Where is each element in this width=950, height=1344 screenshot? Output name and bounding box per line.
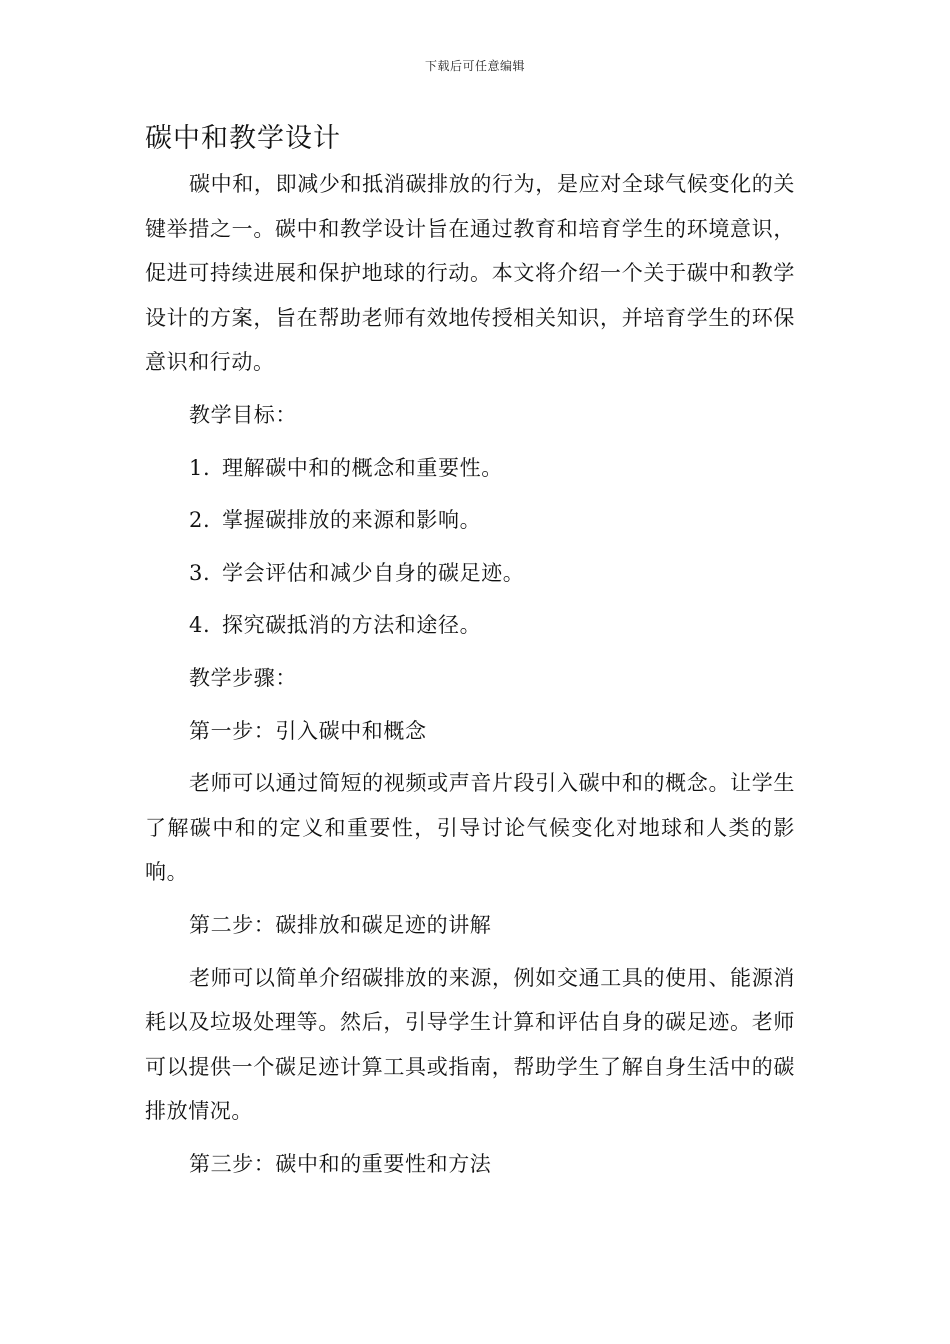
list-item xyxy=(145,551,795,596)
list-item-number: 4. xyxy=(189,613,211,638)
step3-heading: 第三步：碳中和的重要性和方法 xyxy=(189,1151,492,1176)
list-item-text: 掌握碳排放的来源和影响。 xyxy=(222,508,482,533)
header-note: 下载后可任意编辑 xyxy=(424,59,525,73)
step1-heading: 第一步：引入碳中和概念 xyxy=(189,718,427,743)
list-item-number: 3. xyxy=(189,560,211,585)
document-title: 碳中和教学设计 xyxy=(145,123,341,154)
list-item-text: 探究碳抵消的方法和途径。 xyxy=(222,613,482,638)
list-item-text: 理解碳中和的概念和重要性。 xyxy=(222,455,503,480)
document-body xyxy=(145,162,795,1186)
list-item xyxy=(145,498,795,543)
list-item-number: 1. xyxy=(189,455,211,480)
objectives-heading: 教学目标： xyxy=(189,402,297,427)
step2-heading: 第二步：碳排放和碳足迹的讲解 xyxy=(189,912,492,937)
list-item xyxy=(145,603,795,648)
step1-paragraph: 老师可以通过简短的视频或声音片段引入碳中和的概念。让学生了解碳中和的定义和重要性，引导讨论气候变化对地球和人类的影响。 xyxy=(145,771,795,885)
intro-paragraph: 碳中和，即减少和抵消碳排放的行为，是应对全球气候变化的关键举措之一。碳中和教学设计旨在通过教育和培育学生的环境意识，促进可持续进展和保护地球的行动。本文将介绍一个关于碳中和教学设计的方案，旨在帮助老师有效地传授相关知识，并培育学生的环保意识和行动。 xyxy=(145,172,795,375)
steps-heading: 教学步骤： xyxy=(189,665,297,690)
list-item xyxy=(145,446,795,491)
list-item-text: 学会评估和减少自身的碳足迹。 xyxy=(222,560,525,585)
step2-paragraph: 老师可以简单介绍碳排放的来源，例如交通工具的使用、能源消耗以及垃圾处理等。然后，引导学生计算和评估自身的碳足迹。老师可以提供一个碳足迹计算工具或指南，帮助学生了解自身生活中的碳排放情况。 xyxy=(145,965,795,1124)
list-item-number: 2. xyxy=(189,508,211,533)
